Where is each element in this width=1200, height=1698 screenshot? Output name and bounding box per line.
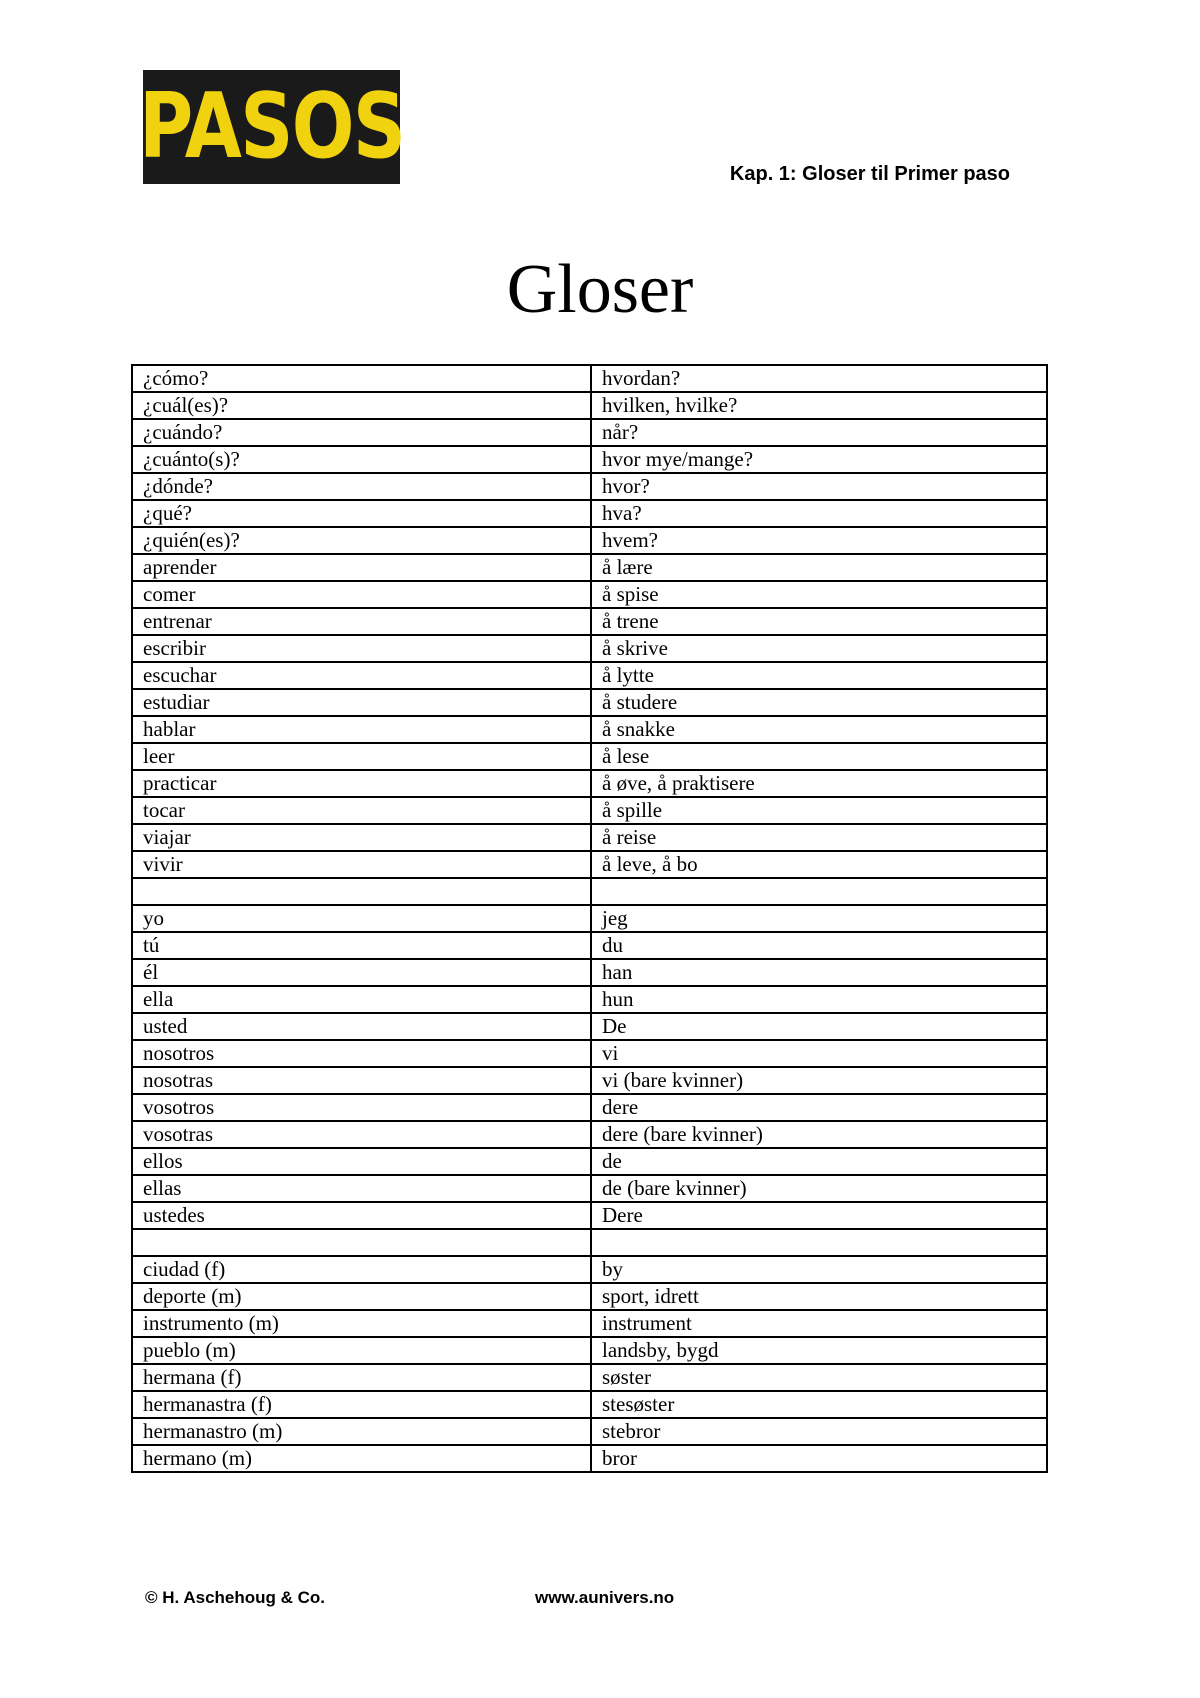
pasos-logo bbox=[138, 70, 405, 184]
table-row bbox=[132, 581, 1047, 608]
spanish-word: nosotras bbox=[132, 1067, 591, 1094]
norwegian-translation bbox=[591, 878, 1047, 905]
norwegian-translation: vi bbox=[591, 1040, 1047, 1067]
table-row bbox=[132, 365, 1047, 392]
norwegian-translation: de (bare kvinner) bbox=[591, 1175, 1047, 1202]
norwegian-translation: stesøster bbox=[591, 1391, 1047, 1418]
spanish-word: ciudad (f) bbox=[132, 1256, 591, 1283]
norwegian-translation: han bbox=[591, 959, 1047, 986]
norwegian-translation: Dere bbox=[591, 1202, 1047, 1229]
spanish-word: vosotros bbox=[132, 1094, 591, 1121]
spanish-word: tocar bbox=[132, 797, 591, 824]
table-row bbox=[132, 554, 1047, 581]
logo-text: PASOS bbox=[138, 74, 405, 179]
footer-website: www.aunivers.no bbox=[535, 1588, 675, 1607]
norwegian-translation: du bbox=[591, 932, 1047, 959]
spanish-word: hermano (m) bbox=[132, 1445, 591, 1472]
spanish-word: ¿quién(es)? bbox=[132, 527, 591, 554]
spanish-word bbox=[132, 878, 591, 905]
spanish-word: entrenar bbox=[132, 608, 591, 635]
spanish-word: practicar bbox=[132, 770, 591, 797]
norwegian-translation: hvordan? bbox=[591, 365, 1047, 392]
norwegian-translation: instrument bbox=[591, 1310, 1047, 1337]
spanish-word: ustedes bbox=[132, 1202, 591, 1229]
table-row bbox=[132, 797, 1047, 824]
spanish-word: leer bbox=[132, 743, 591, 770]
spanish-word: ella bbox=[132, 986, 591, 1013]
page-title: Gloser bbox=[506, 251, 694, 328]
spanish-word: hermanastro (m) bbox=[132, 1418, 591, 1445]
norwegian-translation: landsby, bygd bbox=[591, 1337, 1047, 1364]
spanish-word: yo bbox=[132, 905, 591, 932]
spanish-word: ¿cuánto(s)? bbox=[132, 446, 591, 473]
spanish-word: ¿cuál(es)? bbox=[132, 392, 591, 419]
table-row bbox=[132, 473, 1047, 500]
norwegian-translation: sport, idrett bbox=[591, 1283, 1047, 1310]
table-row bbox=[132, 1094, 1047, 1121]
spanish-word: comer bbox=[132, 581, 591, 608]
norwegian-translation: å spille bbox=[591, 797, 1047, 824]
norwegian-translation: hva? bbox=[591, 500, 1047, 527]
spanish-word: tú bbox=[132, 932, 591, 959]
table-row bbox=[132, 770, 1047, 797]
spanish-word: ¿qué? bbox=[132, 500, 591, 527]
spanish-word: él bbox=[132, 959, 591, 986]
spanish-word: ellas bbox=[132, 1175, 591, 1202]
spanish-word: pueblo (m) bbox=[132, 1337, 591, 1364]
norwegian-translation: by bbox=[591, 1256, 1047, 1283]
norwegian-translation: å øve, å praktisere bbox=[591, 770, 1047, 797]
table-row bbox=[132, 1418, 1047, 1445]
norwegian-translation: hvor? bbox=[591, 473, 1047, 500]
norwegian-translation: vi (bare kvinner) bbox=[591, 1067, 1047, 1094]
norwegian-translation: å lære bbox=[591, 554, 1047, 581]
norwegian-translation bbox=[591, 1229, 1047, 1256]
table-row bbox=[132, 608, 1047, 635]
norwegian-translation: De bbox=[591, 1013, 1047, 1040]
table-row bbox=[132, 635, 1047, 662]
table-row bbox=[132, 1445, 1047, 1472]
norwegian-translation: hvem? bbox=[591, 527, 1047, 554]
spanish-word: ¿dónde? bbox=[132, 473, 591, 500]
spanish-word: ¿cómo? bbox=[132, 365, 591, 392]
table-row bbox=[132, 1364, 1047, 1391]
table-row bbox=[132, 392, 1047, 419]
table-row bbox=[132, 851, 1047, 878]
norwegian-translation: å lytte bbox=[591, 662, 1047, 689]
spanish-word: escuchar bbox=[132, 662, 591, 689]
norwegian-translation: å lese bbox=[591, 743, 1047, 770]
spanish-word: vosotras bbox=[132, 1121, 591, 1148]
norwegian-translation: stebror bbox=[591, 1418, 1047, 1445]
table-row bbox=[132, 1148, 1047, 1175]
table-row bbox=[132, 1229, 1047, 1256]
table-row bbox=[132, 986, 1047, 1013]
table-row bbox=[132, 446, 1047, 473]
norwegian-translation: å snakke bbox=[591, 716, 1047, 743]
chapter-heading: Kap. 1: Gloser til Primer paso bbox=[729, 163, 1010, 185]
table-row bbox=[132, 1040, 1047, 1067]
spanish-word: aprender bbox=[132, 554, 591, 581]
table-row bbox=[132, 824, 1047, 851]
table-row bbox=[132, 419, 1047, 446]
table-row bbox=[132, 1202, 1047, 1229]
table-row bbox=[132, 1310, 1047, 1337]
table-row bbox=[132, 1391, 1047, 1418]
table-row bbox=[132, 878, 1047, 905]
norwegian-translation: å spise bbox=[591, 581, 1047, 608]
norwegian-translation: hun bbox=[591, 986, 1047, 1013]
spanish-word: nosotros bbox=[132, 1040, 591, 1067]
table-row bbox=[132, 716, 1047, 743]
table-row bbox=[132, 1256, 1047, 1283]
table-row bbox=[132, 905, 1047, 932]
table-row bbox=[132, 662, 1047, 689]
vocab-table bbox=[131, 364, 1048, 1473]
table-row bbox=[132, 743, 1047, 770]
table-row bbox=[132, 1283, 1047, 1310]
norwegian-translation: når? bbox=[591, 419, 1047, 446]
spanish-word: ¿cuándo? bbox=[132, 419, 591, 446]
norwegian-translation: å studere bbox=[591, 689, 1047, 716]
norwegian-translation: hvor mye/mange? bbox=[591, 446, 1047, 473]
spanish-word: hablar bbox=[132, 716, 591, 743]
spanish-word: hermanastra (f) bbox=[132, 1391, 591, 1418]
table-row bbox=[132, 1337, 1047, 1364]
norwegian-translation: de bbox=[591, 1148, 1047, 1175]
footer-copyright: © H. Aschehoug & Co. bbox=[145, 1588, 326, 1607]
norwegian-translation: å leve, å bo bbox=[591, 851, 1047, 878]
norwegian-translation: dere bbox=[591, 1094, 1047, 1121]
table-row bbox=[132, 1175, 1047, 1202]
norwegian-translation: å trene bbox=[591, 608, 1047, 635]
spanish-word: deporte (m) bbox=[132, 1283, 591, 1310]
table-row bbox=[132, 1013, 1047, 1040]
norwegian-translation: dere (bare kvinner) bbox=[591, 1121, 1047, 1148]
table-row bbox=[132, 932, 1047, 959]
norwegian-translation: jeg bbox=[591, 905, 1047, 932]
spanish-word: instrumento (m) bbox=[132, 1310, 591, 1337]
table-row bbox=[132, 500, 1047, 527]
norwegian-translation: å skrive bbox=[591, 635, 1047, 662]
spanish-word: estudiar bbox=[132, 689, 591, 716]
norwegian-translation: hvilken, hvilke? bbox=[591, 392, 1047, 419]
norwegian-translation: å reise bbox=[591, 824, 1047, 851]
spanish-word: usted bbox=[132, 1013, 591, 1040]
table-row bbox=[132, 959, 1047, 986]
table-row bbox=[132, 1067, 1047, 1094]
spanish-word: ellos bbox=[132, 1148, 591, 1175]
spanish-word bbox=[132, 1229, 591, 1256]
table-row bbox=[132, 527, 1047, 554]
table-row bbox=[132, 689, 1047, 716]
norwegian-translation: bror bbox=[591, 1445, 1047, 1472]
norwegian-translation: søster bbox=[591, 1364, 1047, 1391]
spanish-word: escribir bbox=[132, 635, 591, 662]
spanish-word: viajar bbox=[132, 824, 591, 851]
spanish-word: vivir bbox=[132, 851, 591, 878]
spanish-word: hermana (f) bbox=[132, 1364, 591, 1391]
table-row bbox=[132, 1121, 1047, 1148]
